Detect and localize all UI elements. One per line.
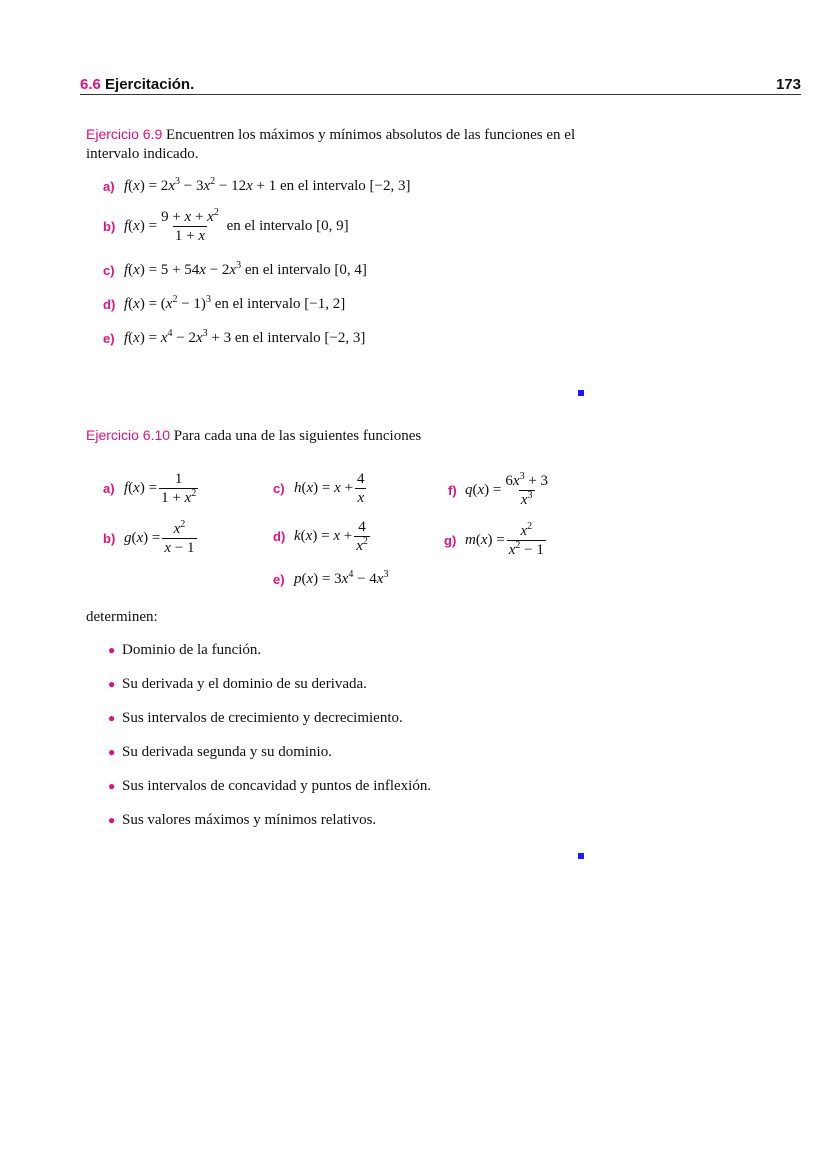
bullet-text: Su derivada y el dominio de su derivada. <box>122 676 367 692</box>
exercise-6-9-intro-line2: intervalo indicado. <box>86 146 199 162</box>
item-text: en el intervalo [0, 4] <box>244 262 367 278</box>
exercise-6-10-item-d <box>273 519 372 554</box>
item-label: b) <box>103 531 116 546</box>
exercise-6-10-intro-text: Para cada una de las siguientes funciones <box>173 428 422 444</box>
exercise-6-10-intro <box>86 427 421 445</box>
formula: $f(x) = x^4 - 2x^3 + 3$ <box>124 328 232 346</box>
bullet-item <box>108 778 431 795</box>
item-label: a) <box>103 179 115 194</box>
exercise-6-10-item-e <box>273 571 388 588</box>
item-label: e) <box>103 331 115 346</box>
item-label: d) <box>273 529 286 544</box>
bullet-text: Su derivada segunda y su dominio. <box>122 744 332 760</box>
item-label: g) <box>444 533 457 548</box>
bullet-text: Sus intervalos de crecimiento y decrecimiento. <box>122 710 403 726</box>
item-text: en el intervalo [−1, 2] <box>214 296 346 312</box>
formula: f(x) = <box>124 218 158 234</box>
exercise-6-10-item-a <box>103 471 200 506</box>
header-rule <box>80 94 801 95</box>
formula: m(x) = <box>465 532 505 548</box>
formula: f(x) = <box>124 480 158 496</box>
exercise-6-10-item-b <box>103 521 199 556</box>
formula: g(x) = <box>124 530 161 546</box>
exercise-6-9-item-e <box>103 330 365 347</box>
exercise-6-10-label: Ejercicio 6.10 <box>86 427 171 443</box>
exercise-6-10-item-g <box>444 523 548 558</box>
fraction: $\frac{9 + x + x^2}{1 + x}$ <box>161 207 219 244</box>
bullet-dot-icon: ● <box>108 779 116 793</box>
bullet-item <box>108 642 261 659</box>
formula: h(x) = x + <box>294 480 354 496</box>
fraction: $\frac{4}{x^2}$ <box>356 519 368 554</box>
exercise-6-9-intro <box>86 126 575 144</box>
bullet-text: Sus valores máximos y mínimos relativos. <box>122 812 377 828</box>
section-number: 6.6 <box>80 76 101 93</box>
item-label: a) <box>103 481 115 496</box>
bullet-text: Dominio de la función. <box>122 642 262 658</box>
exercise-6-9-item-a <box>103 178 410 195</box>
fraction: $\frac{x^2}{x - 1}$ <box>164 519 195 556</box>
item-label: d) <box>103 297 116 312</box>
section-title: Ejercitación. <box>105 76 195 93</box>
item-text: en el intervalo [−2, 3] <box>234 330 366 346</box>
item-label: e) <box>273 572 285 587</box>
bullet-dot-icon: ● <box>108 813 116 827</box>
bullet-item <box>108 744 332 761</box>
exercise-6-10-item-f <box>448 473 552 508</box>
fraction: $\frac{4}{x}$ <box>357 471 365 506</box>
exercise-6-9-item-c <box>103 262 367 279</box>
bullet-item <box>108 812 376 829</box>
bullet-item <box>108 710 403 727</box>
bullet-dot-icon: ● <box>108 745 116 759</box>
bullet-item <box>108 676 367 693</box>
exercise-6-9-item-d <box>103 296 345 313</box>
formula: k(x) = x + <box>294 528 353 544</box>
exercise-6-9-intro-line1: Encuentren los máximos y mínimos absolutos de las funciones en el <box>166 127 576 143</box>
fraction: $\frac{1}{1 + x^2}$ <box>161 471 197 506</box>
section-heading <box>80 76 194 93</box>
page-number: 173 <box>775 76 801 93</box>
formula: $f(x) = (x^2 - 1)^3$ <box>124 294 211 312</box>
fraction: $\frac{x^2}{x^2 - 1}$ <box>508 521 544 558</box>
item-label: f) <box>448 483 457 498</box>
bullet-dot-icon: ● <box>108 643 116 657</box>
qed-square <box>578 853 584 859</box>
item-label: b) <box>103 219 116 234</box>
item-text: en el intervalo [−2, 3] <box>279 178 411 194</box>
fraction: $\frac{6x^3 + 3}{x^3}$ <box>505 471 549 508</box>
exercise-6-9-item-b <box>103 209 349 244</box>
qed-square <box>578 390 584 396</box>
bullet-dot-icon: ● <box>108 677 116 691</box>
formula: $f(x) = 5 + 54x - 2x^3$ <box>124 260 242 278</box>
determinen-text: determinen: <box>86 609 158 625</box>
formula: q(x) = <box>465 482 502 498</box>
bullet-dot-icon: ● <box>108 711 116 725</box>
formula: $f(x) = 2x^3 - 3x^2 - 12x + 1$ <box>124 176 277 194</box>
exercise-6-10-item-c <box>273 471 369 506</box>
exercise-6-9-label: Ejercicio 6.9 <box>86 126 163 142</box>
item-label: c) <box>273 481 285 496</box>
bullet-text: Sus intervalos de concavidad y puntos de inflexión. <box>122 778 432 794</box>
item-label: c) <box>103 263 115 278</box>
formula: $p(x) = 3x^4 - 4x^3$ <box>294 569 389 587</box>
item-text: en el intervalo [0, 9] <box>226 218 349 234</box>
